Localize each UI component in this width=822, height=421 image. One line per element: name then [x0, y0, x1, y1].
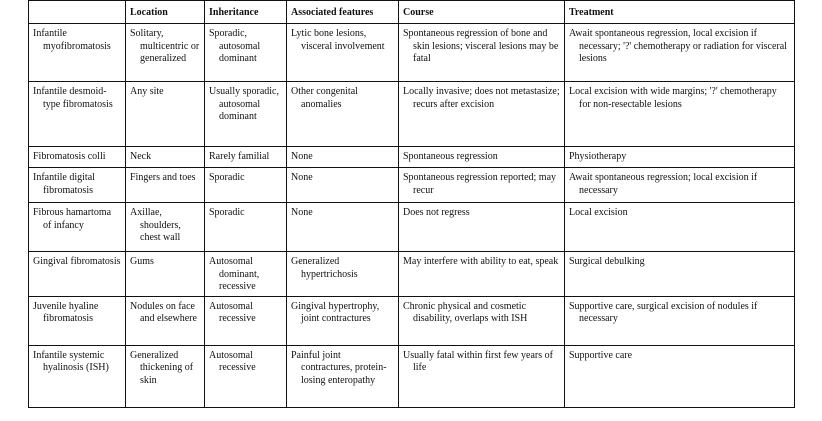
header-row	[29, 1, 795, 24]
header-cell: Location	[126, 1, 205, 24]
table-cell: Other congenital anomalies	[287, 82, 399, 147]
table-cell: Nodules on face and elsewhere	[126, 296, 205, 345]
table-row	[29, 345, 795, 407]
table-cell: Gingival fibromatosis	[29, 252, 126, 297]
table-cell: Sporadic	[205, 168, 287, 203]
table-row	[29, 82, 795, 147]
table-cell: None	[287, 168, 399, 203]
table-cell: Lytic bone lesions, visceral involvement	[287, 24, 399, 82]
table-cell: Infantile desmoid-type fibromatosis	[29, 82, 126, 147]
table-cell: Autosomal dominant, recessive	[205, 252, 287, 297]
table-row	[29, 168, 795, 203]
table-cell: Infantile myofibromatosis	[29, 24, 126, 82]
table-cell: Usually fatal within first few years of life	[399, 345, 565, 407]
table-cell: Supportive care, surgical excision of nodules if necessary	[565, 296, 795, 345]
table-cell: Autosomal recessive	[205, 345, 287, 407]
table-cell: Generalized hypertrichosis	[287, 252, 399, 297]
header-cell: Course	[399, 1, 565, 24]
table-cell: Gums	[126, 252, 205, 297]
table-cell: Generalized thickening of skin	[126, 345, 205, 407]
header-cell: Treatment	[565, 1, 795, 24]
table-cell: Chronic physical and cosmetic disability, overlaps with ISH	[399, 296, 565, 345]
table-cell: Axillae, shoulders, chest wall	[126, 203, 205, 252]
table-cell: Painful joint contractures, protein-losing enteropathy	[287, 345, 399, 407]
table-cell: Spontaneous regression of bone and skin lesions; visceral lesions may be fatal	[399, 24, 565, 82]
table-cell: Await spontaneous regression; local excision if necessary	[565, 168, 795, 203]
table-cell: Sporadic, autosomal dominant	[205, 24, 287, 82]
table-row	[29, 296, 795, 345]
table-cell: Local excision	[565, 203, 795, 252]
table-cell: Locally invasive; does not metastasize; recurs after excision	[399, 82, 565, 147]
table-cell: Infantile digital fibromatosis	[29, 168, 126, 203]
table-cell: May interfere with ability to eat, speak	[399, 252, 565, 297]
fibromatosis-comparison-table	[28, 0, 795, 408]
table-cell: Gingival hypertrophy, joint contractures	[287, 296, 399, 345]
table-row	[29, 203, 795, 252]
table-cell: Fibrous hamartoma of infancy	[29, 203, 126, 252]
table-cell: Fingers and toes	[126, 168, 205, 203]
table-cell: Physiotherapy	[565, 147, 795, 168]
table-cell: Solitary, multicentric or generalized	[126, 24, 205, 82]
header-cell: Associated features	[287, 1, 399, 24]
table-cell: Fibromatosis colli	[29, 147, 126, 168]
table-cell: Local excision with wide margins; '?' chemotherapy for non-resectable lesions	[565, 82, 795, 147]
table-cell: Autosomal recessive	[205, 296, 287, 345]
table-row	[29, 24, 795, 82]
table-body	[29, 24, 795, 408]
table-cell: None	[287, 147, 399, 168]
table-cell: None	[287, 203, 399, 252]
table-cell: Sporadic	[205, 203, 287, 252]
table-cell: Surgical debulking	[565, 252, 795, 297]
header-cell	[29, 1, 126, 24]
table-row	[29, 252, 795, 297]
table-cell: Juvenile hyaline fibromatosis	[29, 296, 126, 345]
table-row	[29, 147, 795, 168]
table-cell: Spontaneous regression reported; may recur	[399, 168, 565, 203]
table-cell: Does not regress	[399, 203, 565, 252]
table-cell: Usually sporadic, autosomal dominant	[205, 82, 287, 147]
header-cell: Inheritance	[205, 1, 287, 24]
table-cell: Infantile systemic hyalinosis (ISH)	[29, 345, 126, 407]
table-cell: Spontaneous regression	[399, 147, 565, 168]
table-cell: Supportive care	[565, 345, 795, 407]
table-cell: Any site	[126, 82, 205, 147]
table-cell: Neck	[126, 147, 205, 168]
table-cell: Await spontaneous regression, local excision if necessary; '?' chemotherapy or radiation for visceral lesions	[565, 24, 795, 82]
table-cell: Rarely familial	[205, 147, 287, 168]
